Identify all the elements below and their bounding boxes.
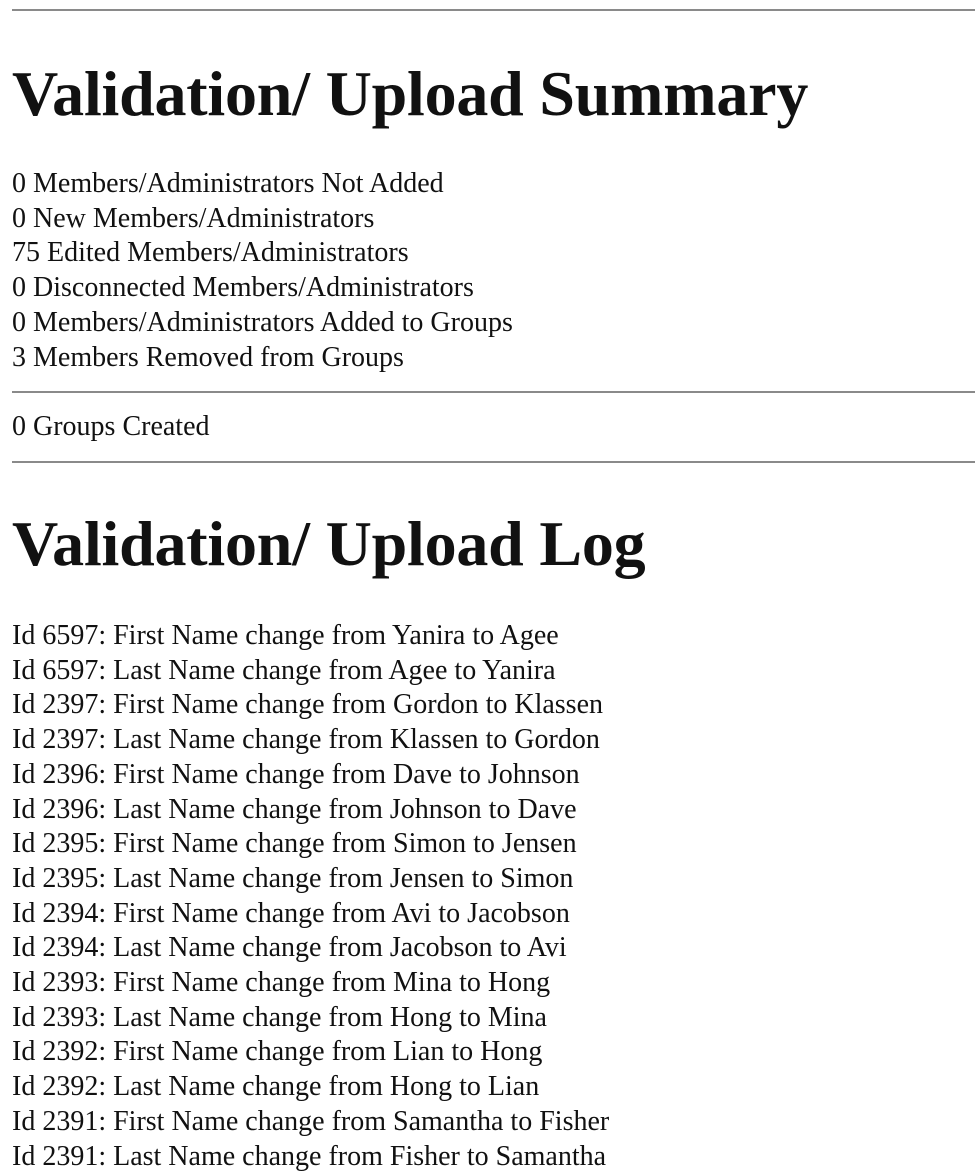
log-entry: Id 2394: Last Name change from Jacobson to Avi <box>12 932 567 964</box>
top-divider <box>12 9 975 11</box>
log-entry: Id 2393: Last Name change from Hong to Mina <box>12 1001 547 1033</box>
log-entry: Id 2395: Last Name change from Jensen to Simon <box>12 862 574 894</box>
summary-item-disconnected: 0 Disconnected Members/Administrators <box>12 272 474 304</box>
log-entry: Id 2396: Last Name change from Johnson to Dave <box>12 793 577 825</box>
log-entry: Id 2393: First Name change from Mina to Hong <box>12 967 551 999</box>
log-entry: Id 2397: First Name change from Gordon to Klassen <box>12 689 603 721</box>
summary-item-new: 0 New Members/Administrators <box>12 202 375 234</box>
log-entry: Id 2397: Last Name change from Klassen to Gordon <box>12 724 600 756</box>
summary-divider <box>12 391 975 393</box>
log-list <box>12 619 609 1174</box>
summary-item-added-to-groups: 0 Members/Administrators Added to Groups <box>12 306 513 338</box>
summary-item-edited: 75 Edited Members/Administrators <box>12 237 409 269</box>
summary-item-removed-from-groups: 3 Members Removed from Groups <box>12 341 404 373</box>
log-entry: Id 2394: First Name change from Avi to Jacobson <box>12 897 570 929</box>
log-heading: Validation/ Upload Log <box>12 508 646 579</box>
summary-heading: Validation/ Upload Summary <box>12 58 809 129</box>
summary-item-not-added: 0 Members/Administrators Not Added <box>12 168 444 199</box>
log-entry: Id 2392: First Name change from Lian to Hong <box>12 1036 543 1068</box>
log-entry: Id 6597: First Name change from Yanira to Agee <box>12 620 559 651</box>
log-entry: Id 6597: Last Name change from Agee to Yanira <box>12 654 556 686</box>
log-entry: Id 2392: Last Name change from Hong to Lian <box>12 1071 540 1103</box>
log-divider <box>12 461 975 463</box>
log-entry: Id 2391: Last Name change from Fisher to Samantha <box>12 1140 607 1172</box>
groups-created-count: 0 Groups Created <box>12 411 210 442</box>
log-entry: Id 2395: First Name change from Simon to Jensen <box>12 828 577 860</box>
summary-list <box>12 167 513 375</box>
log-entry: Id 2396: First Name change from Dave to Johnson <box>12 758 580 790</box>
log-entry: Id 2391: First Name change from Samantha to Fisher <box>12 1105 610 1137</box>
